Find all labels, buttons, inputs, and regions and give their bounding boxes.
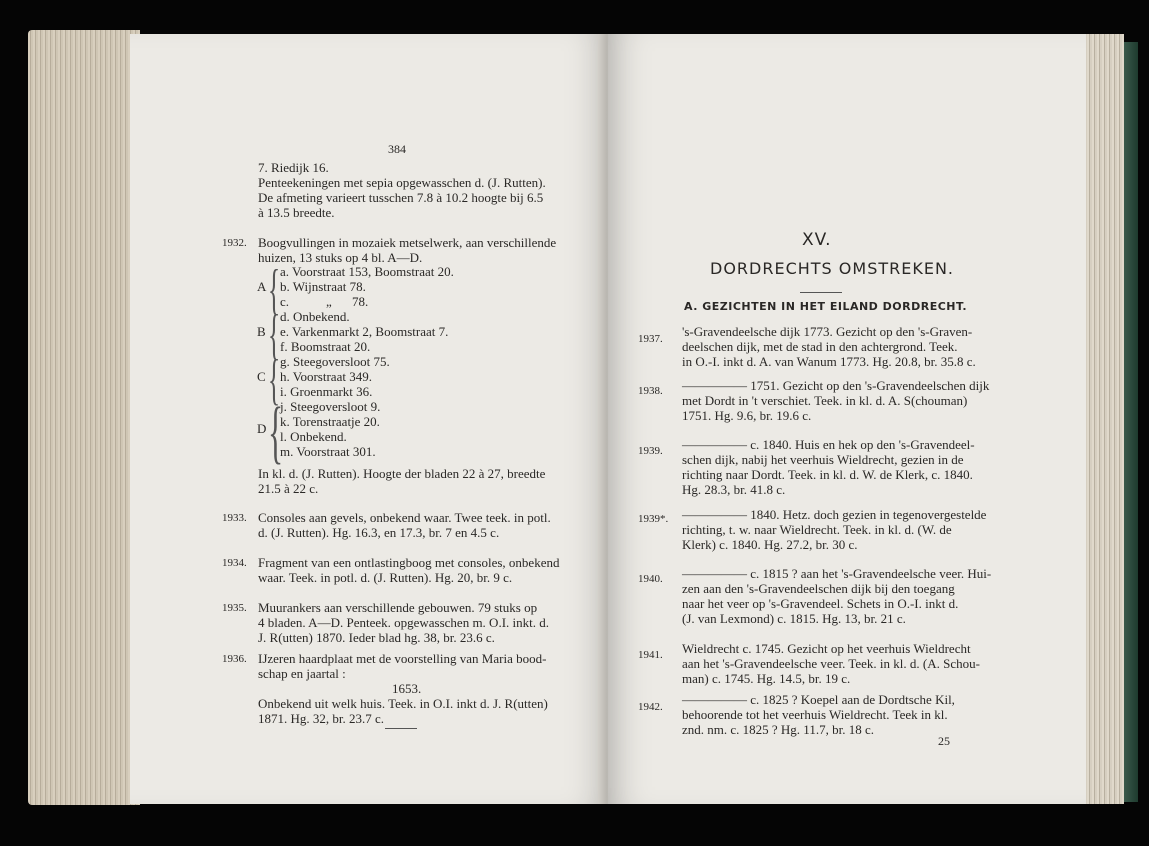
entry-number: 1938. [638,385,663,397]
entry-line: h. Voorstraat 349. [280,369,372,384]
entry-line: 's-Gravendeelsche dijk 1773. Gezicht op den 's-Graven- [682,324,973,339]
entry-number: 1933. [222,512,247,524]
ditto-mark: „ [326,294,332,309]
entry-number: 1942. [638,701,663,713]
chapter-number: XV. [802,230,832,250]
entry-line: 1871. Hg. 32, br. 23.7 c. [258,711,385,726]
brace: { [268,349,281,411]
entry-line: man) c. 1745. Hg. 14.5, br. 19 c. [682,671,851,686]
entry-line: d. Onbekend. [280,309,350,324]
entry-number: 1935. [222,602,247,614]
entry-line: In kl. d. (J. Rutten). Hoogte der bladen 22 à 27, breedte [258,466,546,481]
entry-line: Wieldrecht c. 1745. Gezicht op het veerhuis Wieldrecht [682,641,971,656]
entry-line: in O.-I. inkt d. A. van Wanum 1773. Hg. 20.8, br. 35.8 c. [682,354,976,369]
entry-line: e. Varkenmarkt 2, Boomstraat 7. [280,324,449,339]
group-label: D [257,421,267,436]
entry-line: Muurankers aan verschillende gebouwen. 79 stuks op [258,600,538,615]
entry-line: Consoles aan gevels, onbekend waar. Twee teek. in potl. [258,510,551,525]
entry-line: Boogvullingen in mozaiek metselwerk, aan verschillende [258,235,557,250]
entry-line: richting naar Dordt. Teek. in kl. d. W. de Klerk, c. 1840. [682,467,973,482]
brace: { [268,304,281,366]
entry-line: a. Voorstraat 153, Boomstraat 20. [280,264,454,279]
entry-line: (J. van Lexmond) c. 1815. Hg. 13, br. 21 c. [682,611,906,626]
entry-line: ————— c. 1825 ? Koepel aan de Dordtsche Kil, [682,692,955,707]
divider [800,292,842,293]
entry-number: 1932. [222,237,247,249]
entry-line: Fragment van een ontlastingboog met consoles, onbekend [258,555,560,570]
entry-line: d. (J. Rutten). Hg. 16.3, en 17.3, br. 7 en 4.5 c. [258,525,500,540]
entry-line: schen dijk, nabij het veerhuis Wieldrecht, gezien in de [682,452,964,467]
entry-line: De afmeting varieert tusschen 7.8 à 10.2 hoogte bij 6.5 [258,190,544,205]
entry-line: 78. [352,294,369,309]
entry-line: deelschen dijk, met de stad in den achtergrond. Teek. [682,339,958,354]
group-label: B [257,324,266,339]
chapter-title: DORDRECHTS OMSTREKEN. [710,259,955,278]
entry-line: 1653. [392,681,422,696]
group-label: A [257,279,267,294]
entry-line: J. R(utten) 1870. Ieder blad hg. 38, br. 23.6 c. [258,630,495,645]
entry-line: naar het veer op 's-Gravendeel. Schets in O.-I. inkt d. [682,596,959,611]
entry-line: g. Steegoversloot 75. [280,354,390,369]
entry-number: 1934. [222,557,247,569]
entry-line: m. Voorstraat 301. [280,444,376,459]
entry-line: Hg. 28.3, br. 41.8 c. [682,482,786,497]
brace: { [268,394,284,471]
entry-number: 1940. [638,573,663,585]
entry-line: 1751. Hg. 9.6, br. 19.6 c. [682,408,812,423]
entry-number: 1939*. [638,513,669,525]
entry-line: c. [280,294,290,309]
entry-line: met Dordt in 't verschiet. Teek. in kl. d. A. S(chouman) [682,393,968,408]
entry-line: zen aan den 's-Gravendeelschen dijk bij den toegang [682,581,955,596]
entry-line: richting, t. w. naar Wieldrecht. Teek. in kl. d. (W. de [682,522,952,537]
entry-line: huizen, 13 stuks op 4 bl. A—D. [258,250,423,265]
entry-line: f. Boomstraat 20. [280,339,371,354]
entry-line: Penteekeningen met sepia opgewasschen d. (J. Rutten). [258,175,546,190]
entry-number: 1936. [222,653,247,665]
entry-line: 21.5 à 22 c. [258,481,319,496]
entry-line: à 13.5 breedte. [258,205,335,220]
entry-line: Klerk) c. 1840. Hg. 27.2, br. 30 c. [682,537,858,552]
entry-line: 7. Riedijk 16. [258,160,329,175]
entry-line: waar. Teek. in potl. d. (J. Rutten). Hg. 20, br. 9 c. [258,570,513,585]
left-page-edges [28,30,140,805]
signature-mark: 25 [938,734,950,748]
entry-line: behoorende tot het veerhuis Wieldrecht. Teek in kl. [682,707,948,722]
entry-line: b. Wijnstraat 78. [280,279,366,294]
entry-line: k. Torenstraatje 20. [280,414,380,429]
page-number: 384 [388,142,406,156]
entry-line: ————— 1751. Gezicht op den 's-Gravendeelschen dijk [682,378,990,393]
entry-line: aan het 's-Gravendeelsche veer. Teek. in kl. d. (A. Schou- [682,656,980,671]
brace: { [268,259,281,321]
entry-number: 1941. [638,649,663,661]
entry-line: 4 bladen. A—D. Penteek. opgewasschen m. O.I. inkt. d. [258,615,550,630]
entry-line: ————— c. 1815 ? aan het 's-Gravendeelsche veer. Hui- [682,566,992,581]
entry-line: j. Steegoversloot 9. [280,399,381,414]
entry-line: ————— 1840. Hetz. doch gezien in tegenovergestelde [682,507,987,522]
entry-line: znd. nm. c. 1825 ? Hg. 11.7, br. 18 c. [682,722,874,737]
right-page-edges [1082,34,1124,804]
entry-number: 1937. [638,333,663,345]
right-page [608,34,1086,804]
book-cover-edge [1124,42,1138,802]
entry-number: 1939. [638,445,663,457]
entry-line: l. Onbekend. [280,429,347,444]
group-label: C [257,369,266,384]
divider [385,728,417,729]
entry-line: ————— c. 1840. Huis en hek op den 's-Gravendeel- [682,437,975,452]
entry-line: i. Groenmarkt 36. [280,384,373,399]
section-heading: A. GEZICHTEN IN HET EILAND DORDRECHT. [684,300,968,313]
entry-line: schap en jaartal : [258,666,346,681]
left-page [130,34,608,804]
entry-line: IJzeren haardplaat met de voorstelling van Maria bood- [258,651,547,666]
entry-line: Onbekend uit welk huis. Teek. in O.I. inkt d. J. R(utten) [258,696,548,711]
